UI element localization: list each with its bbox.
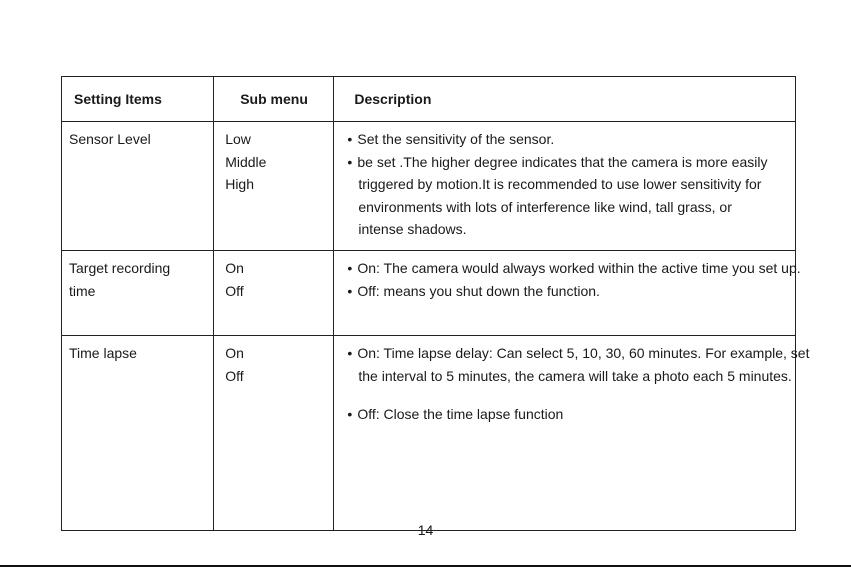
description-cell <box>334 336 810 531</box>
description-cell <box>334 122 796 251</box>
description-line: • On: The camera would always worked within the active time you set up. <box>347 257 791 280</box>
page-number: 14 <box>417 522 434 538</box>
description-line: triggered by motion.It is recommended to use lower sensitivity for <box>358 176 762 192</box>
sub-option: Middle <box>225 153 267 170</box>
bullet-icon: • <box>347 131 353 147</box>
spacer <box>347 387 791 403</box>
description-line: • Off: means you shut down the function. <box>347 280 791 303</box>
table-row-time-lapse <box>62 336 796 531</box>
description-line: environments with lots of interference like wind, tall grass, or <box>358 198 732 215</box>
setting-label: Target recording <box>69 260 171 276</box>
setting-cell <box>62 122 214 251</box>
table-row-sensor-level <box>62 122 796 251</box>
sub-menu-cell <box>214 122 334 251</box>
setting-cell <box>62 336 214 531</box>
description-line: intense shadows. <box>358 221 467 237</box>
setting-cell <box>62 251 214 336</box>
bullet-icon: • <box>347 406 353 422</box>
sub-option: On <box>225 345 244 361</box>
header-setting-items: Setting Items <box>62 77 214 122</box>
bullet-icon: • <box>347 153 353 170</box>
sub-option: Off <box>225 367 244 384</box>
sub-menu-cell <box>214 336 334 531</box>
description-line: • be set .The higher degree indicates that the camera is more easily <box>347 151 791 174</box>
sub-option: On <box>225 260 244 276</box>
description-line: the interval to 5 minutes, the camera will take a photo each 5 minutes. <box>358 367 792 384</box>
description-line: • Set the sensitivity of the sensor. <box>347 128 791 151</box>
bullet-icon: • <box>347 260 353 276</box>
description-line: • On: Time lapse delay: Can select 5, 10, 30, 60 minutes. For example, set <box>347 342 791 365</box>
table-row-target-recording-time <box>62 251 796 336</box>
header-description: Description <box>334 77 796 122</box>
setting-label: Sensor Level <box>69 131 151 147</box>
settings-table <box>61 76 810 531</box>
bullet-icon: • <box>347 282 353 299</box>
bottom-rule <box>0 565 851 567</box>
description-cell <box>334 251 801 336</box>
sub-option: Off <box>225 282 244 299</box>
sub-menu-cell <box>214 251 334 336</box>
table-header-row <box>62 77 796 122</box>
setting-label: time <box>69 282 96 299</box>
description-line: • Off: Close the time lapse function <box>347 403 791 426</box>
bullet-icon: • <box>347 345 353 361</box>
sub-option: High <box>225 176 254 192</box>
sub-option: Low <box>225 131 251 147</box>
header-sub-menu: Sub menu <box>214 77 334 122</box>
setting-label: Time lapse <box>69 345 137 361</box>
